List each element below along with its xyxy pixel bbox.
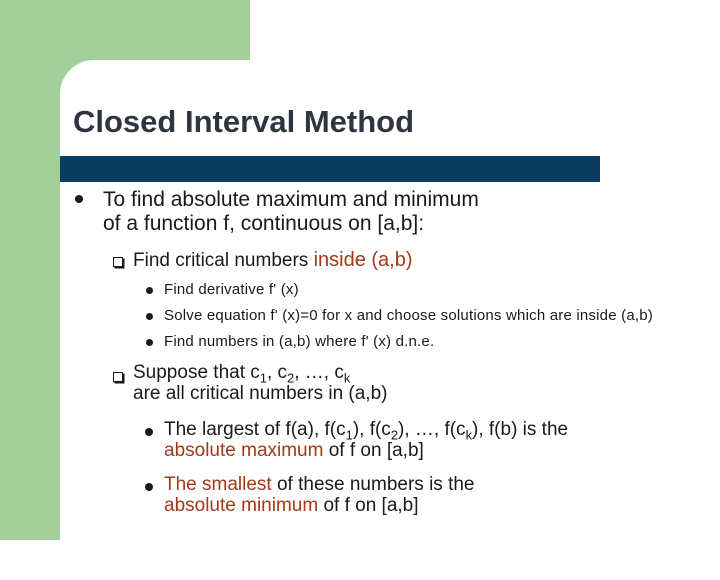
- intro-line-2: of a function f, continuous on [a,b]:: [103, 212, 425, 235]
- step1-subitem-2: Solve equation f' (x)=0 for x and choose solutions which are inside (a,b): [164, 307, 653, 324]
- step1-subitem-1: Find derivative f' (x): [164, 281, 299, 298]
- bullet-dot-icon: [146, 339, 153, 346]
- step1-label: Find critical numbers: [133, 250, 314, 271]
- intro-line-1: To find absolute maximum and minimum: [103, 188, 479, 211]
- step1-subitem-3: Find numbers in (a,b) where f' (x) d.n.e.: [164, 333, 435, 350]
- title-underline-bar: [60, 156, 600, 182]
- smallest-term: The smallest: [164, 474, 272, 495]
- subscript: k: [465, 427, 473, 443]
- step1-text: [133, 249, 413, 272]
- separator: , c: [266, 362, 288, 383]
- text-part: ), …, f(c: [398, 419, 466, 440]
- largest-line-2: [164, 441, 424, 462]
- subscript: 1: [345, 427, 353, 443]
- bullet-dot-icon: [145, 428, 153, 436]
- text-part: of f on [a,b]: [318, 495, 419, 516]
- absolute-minimum-term: absolute minimum: [164, 495, 319, 516]
- smallest-line-1: [164, 475, 474, 496]
- step2-prefix: Suppose that c: [133, 362, 260, 383]
- step1-highlight: inside (a,b): [313, 249, 413, 271]
- bullet-dot-icon: [145, 483, 153, 491]
- text-part: ), f(b) is the: [472, 419, 569, 440]
- smallest-line-2: [164, 496, 419, 517]
- absolute-maximum-term: absolute maximum: [164, 440, 324, 461]
- subscript: 2: [287, 370, 295, 386]
- bullet-dot-icon: [75, 195, 83, 203]
- subscript: 2: [390, 427, 398, 443]
- checkbox-bullet-icon: [113, 372, 123, 382]
- text-part: The largest of f(a), f(c: [164, 419, 346, 440]
- text-part: of these numbers is the: [271, 474, 475, 495]
- separator: , …, c: [294, 362, 344, 383]
- step2-line-2: are all critical numbers in (a,b): [133, 383, 388, 404]
- subscript: k: [343, 370, 351, 386]
- bullet-dot-icon: [146, 287, 153, 294]
- text-part: of f on [a,b]: [323, 440, 424, 461]
- checkbox-bullet-icon: [113, 257, 123, 267]
- subscript: 1: [259, 370, 267, 386]
- bullet-dot-icon: [146, 313, 153, 320]
- slide-title: Closed Interval Method: [73, 104, 415, 139]
- text-part: ), f(c: [352, 419, 391, 440]
